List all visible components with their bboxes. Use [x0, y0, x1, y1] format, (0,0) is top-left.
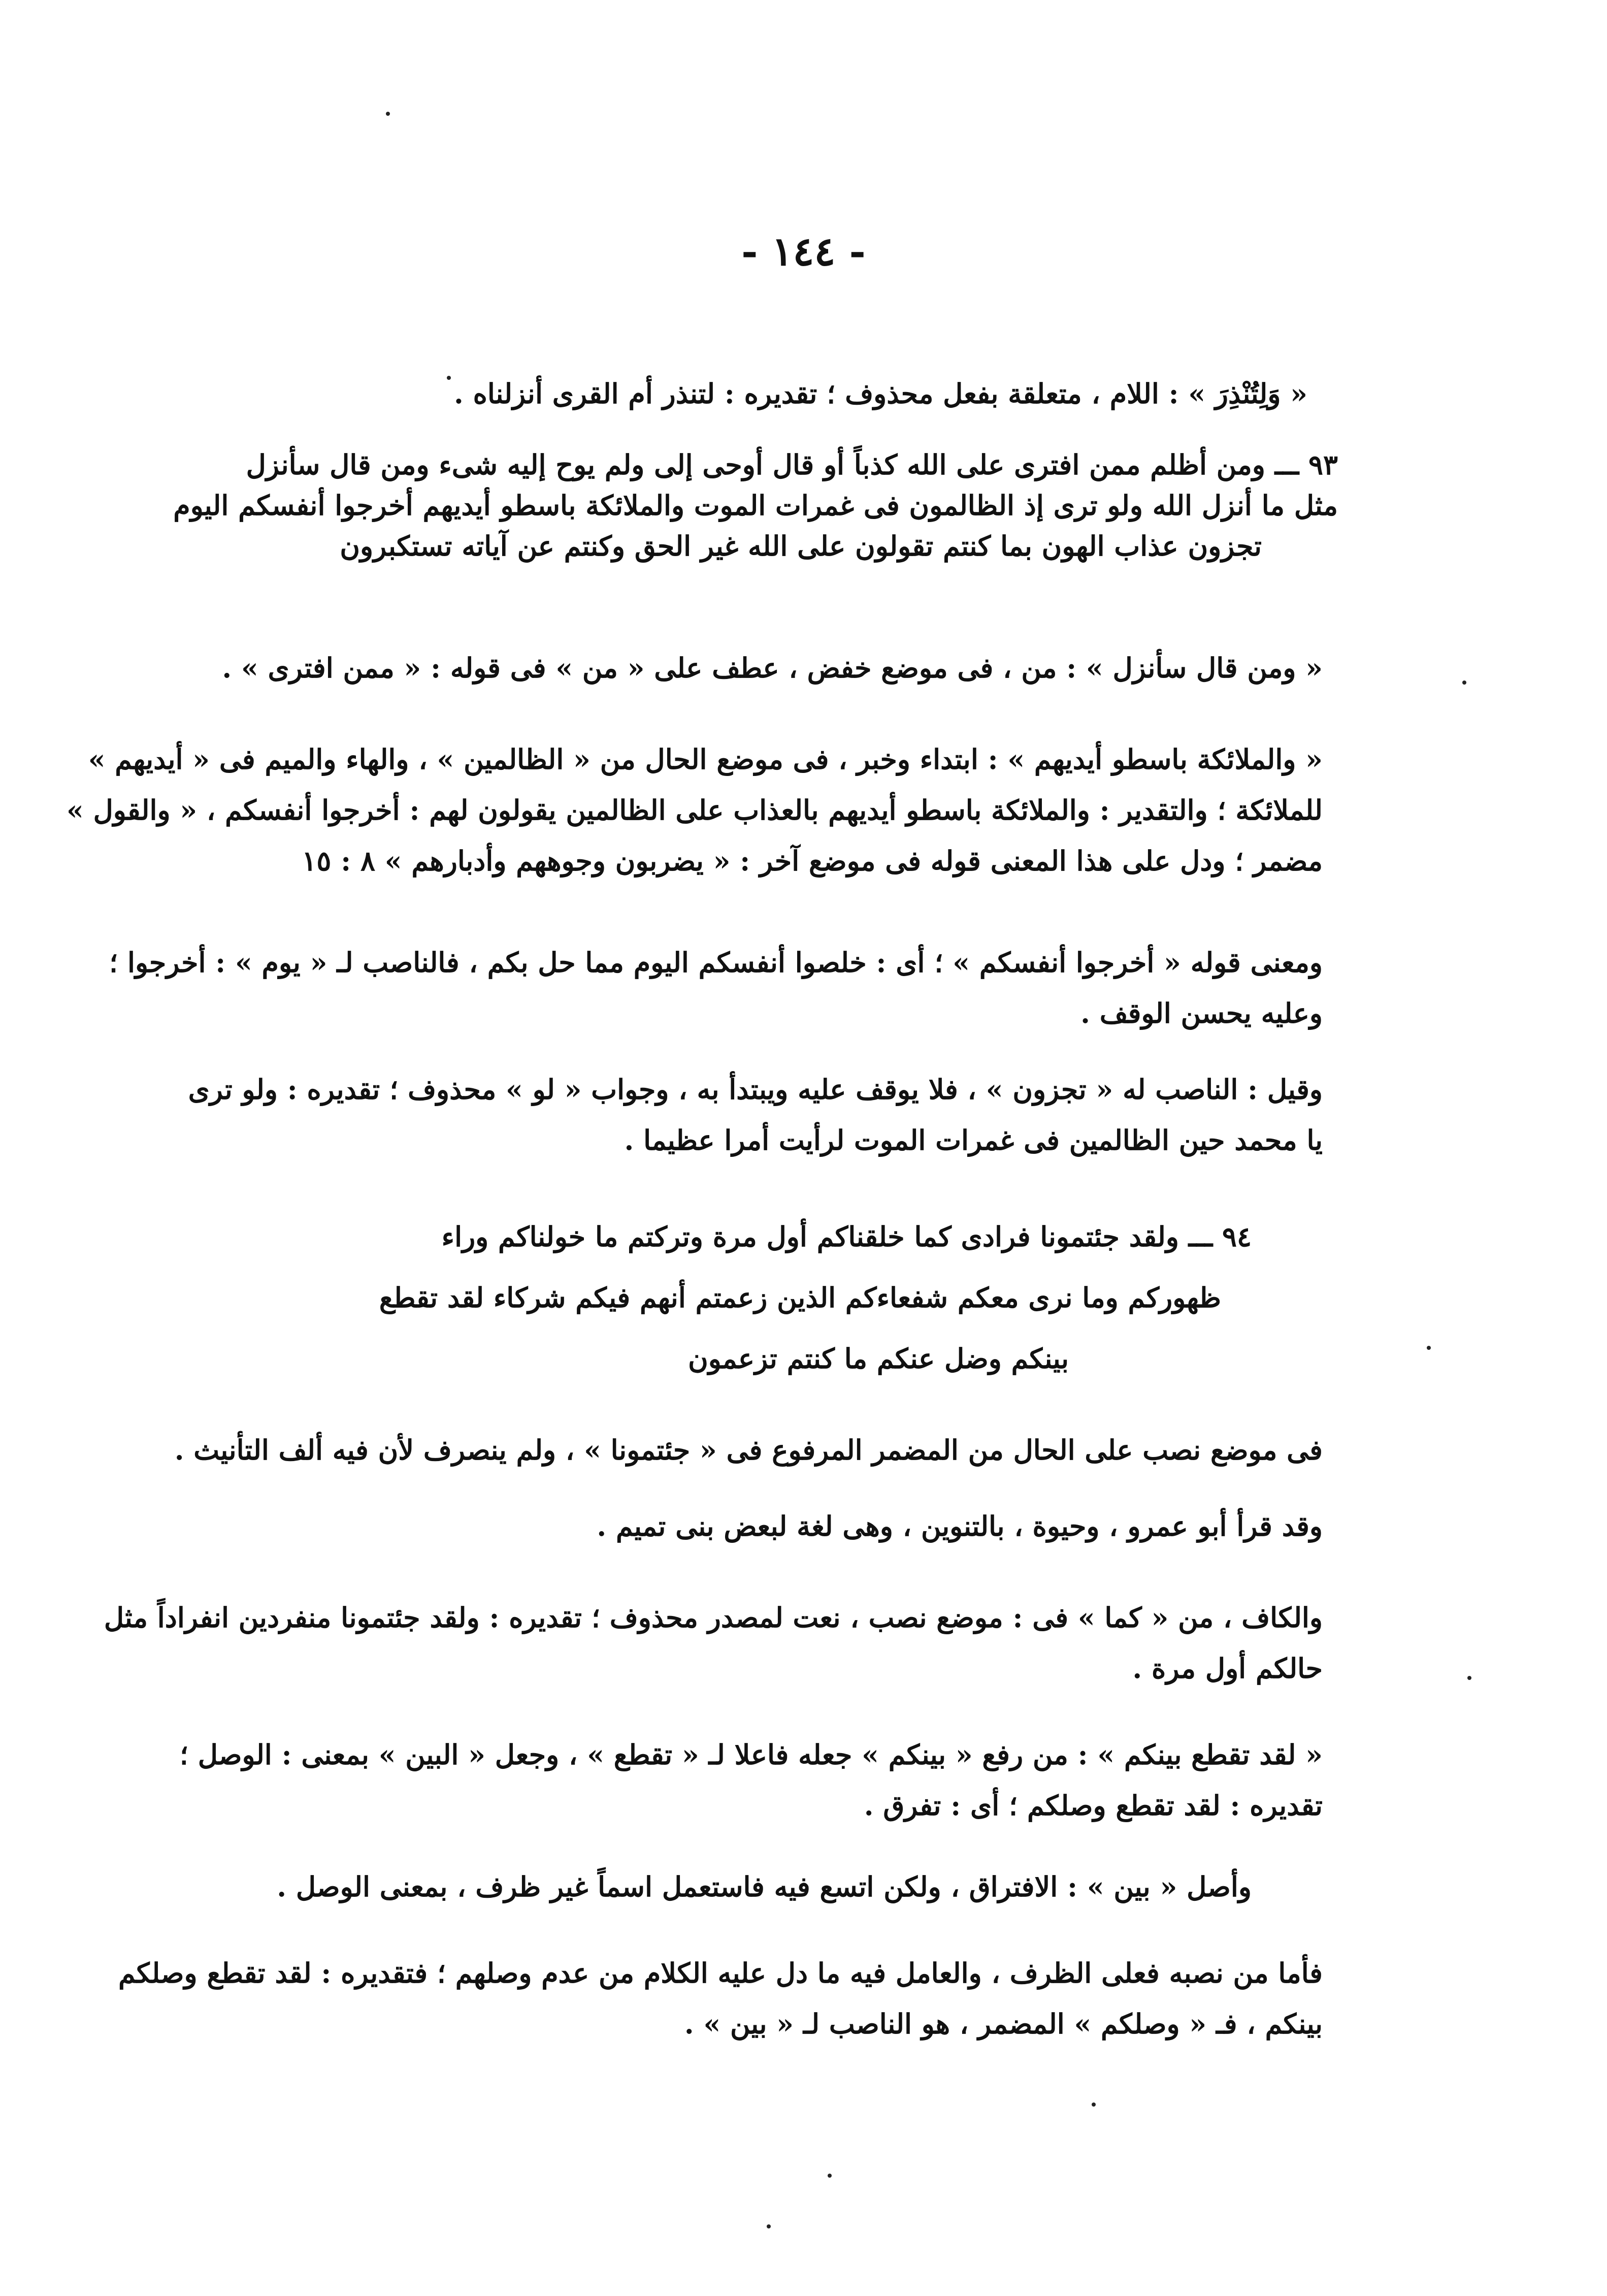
text-line: فأما من نصبه فعلى الظرف ، والعامل فيه ما دل عليه الكلام من عدم وصلهم ؛ فتقديره : لقد تقطع وصلكم — [118, 1957, 1323, 1989]
scan-speck — [1462, 681, 1466, 685]
text-line: للملائكة ؛ والتقدير : والملائكة باسطو أيديهم بالعذاب على الظالمين يقولون لهم : أخرجوا أنفسكم ، « والقول » — [67, 794, 1323, 826]
text-line: يا محمد حين الظالمين فى غمرات الموت لرأيت أمرا عظيما . — [624, 1124, 1323, 1156]
verse-line: ظهوركم وما نرى معكم شفعاءكم الذين زعمتم أنهم فيكم شركاء لقد تقطع — [379, 1281, 1221, 1314]
text-line: « لقد تقطع بينكم » : من رفع « بينكم » جعله فاعلا لـ « تقطع » ، وجعل « البين » بمعنى : الوصل ؛ — [179, 1738, 1323, 1771]
scan-speck — [447, 376, 451, 380]
scan-speck — [1427, 1346, 1431, 1350]
verse-line: تجزون عذاب الهون بما كنتم تقولون على الله غير الحق وكنتم عن آياته تستكبرون — [340, 530, 1262, 562]
scan-speck — [767, 2224, 771, 2228]
text-line: « وَلِتُنْذِرَ » : اللام ، متعلقة بفعل محذوف ؛ تقديره : لتنذر أم القرى أنزلناه . — [454, 377, 1307, 410]
scan-speck — [1467, 1676, 1471, 1680]
text-line: وعليه يحسن الوقف . — [1080, 997, 1323, 1029]
scan-speck — [1092, 2103, 1096, 2107]
text-line: وأصل « بين » : الافتراق ، ولكن اتسع فيه فاستعمل اسماً غير ظرف ، بمعنى الوصل . — [277, 1870, 1252, 1903]
text-line: وقد قرأ أبو عمرو ، وحيوة ، بالتنوين ، وهى لغة لبعض بنى تميم . — [597, 1510, 1323, 1542]
text-line: تقديره : لقد تقطع وصلكم ؛ أى : تفرق . — [864, 1789, 1323, 1822]
text-line: والكاف ، من « كما » فى : موضع نصب ، نعت لمصدر محذوف ؛ تقديره : ولقد جئتمونا منفردين انفراداً مثل — [104, 1601, 1323, 1634]
scan-speck — [828, 2174, 832, 2178]
text-line: وقيل : الناصب له « تجزون » ، فلا يوقف عليه ويبتدأ به ، وجواب « لو » محذوف ؛ تقديره : ولو ترى — [188, 1073, 1323, 1106]
text-line: « ومن قال سأنزل » : من ، فى موضع خفض ، عطف على « من » فى قوله : « ممن افترى » . — [222, 652, 1323, 684]
text-line: بينكم ، فـ « وصلكم » المضمر ، هو الناصب لـ « بين » . — [684, 2008, 1323, 2040]
text-line: فى موضع نصب على الحال من المضمر المرفوع فى « جئتمونا » ، ولم ينصرف لأن فيه ألف التأنيث . — [174, 1434, 1323, 1466]
page-number: - ١٤٤ - — [741, 229, 866, 275]
text-line: حالكم أول مرة . — [1132, 1652, 1323, 1685]
text-line: ومعنى قوله « أخرجوا أنفسكم » ؛ أى : خلصوا أنفسكم اليوم مما حل بكم ، فالناصب لـ « يوم » : أخرجوا ؛ — [109, 946, 1323, 979]
verse-line: ٩٣ ـــ ومن أظلم ممن افترى على الله كذباً أو قال أوحى إلى ولم يوح إليه شىء ومن قال سأنزل — [246, 448, 1338, 481]
verse-line: ٩٤ ـــ ولقد جئتمونا فرادى كما خلقناكم أول مرة وتركتم ما خولناكم وراء — [441, 1220, 1252, 1253]
verse-line: مثل ما أنزل الله ولو ترى إذ الظالمون فى غمرات الموت والملائكة باسطو أيديهم أخرجوا أنفسكم اليوم — [173, 489, 1338, 522]
scan-speck — [386, 112, 390, 116]
text-line: « والملائكة باسطو أيديهم » : ابتداء وخبر ، فى موضع الحال من « الظالمين » ، والهاء والميم فى « أيديهم » — [88, 743, 1323, 775]
text-line: مضمر ؛ ودل على هذا المعنى قوله فى موضع آخر : « يضربون وجوههم وأدبارهم » ٨ : ١٥ — [302, 845, 1323, 877]
verse-line: بينكم وضل عنكم ما كنتم تزعمون — [688, 1342, 1069, 1375]
